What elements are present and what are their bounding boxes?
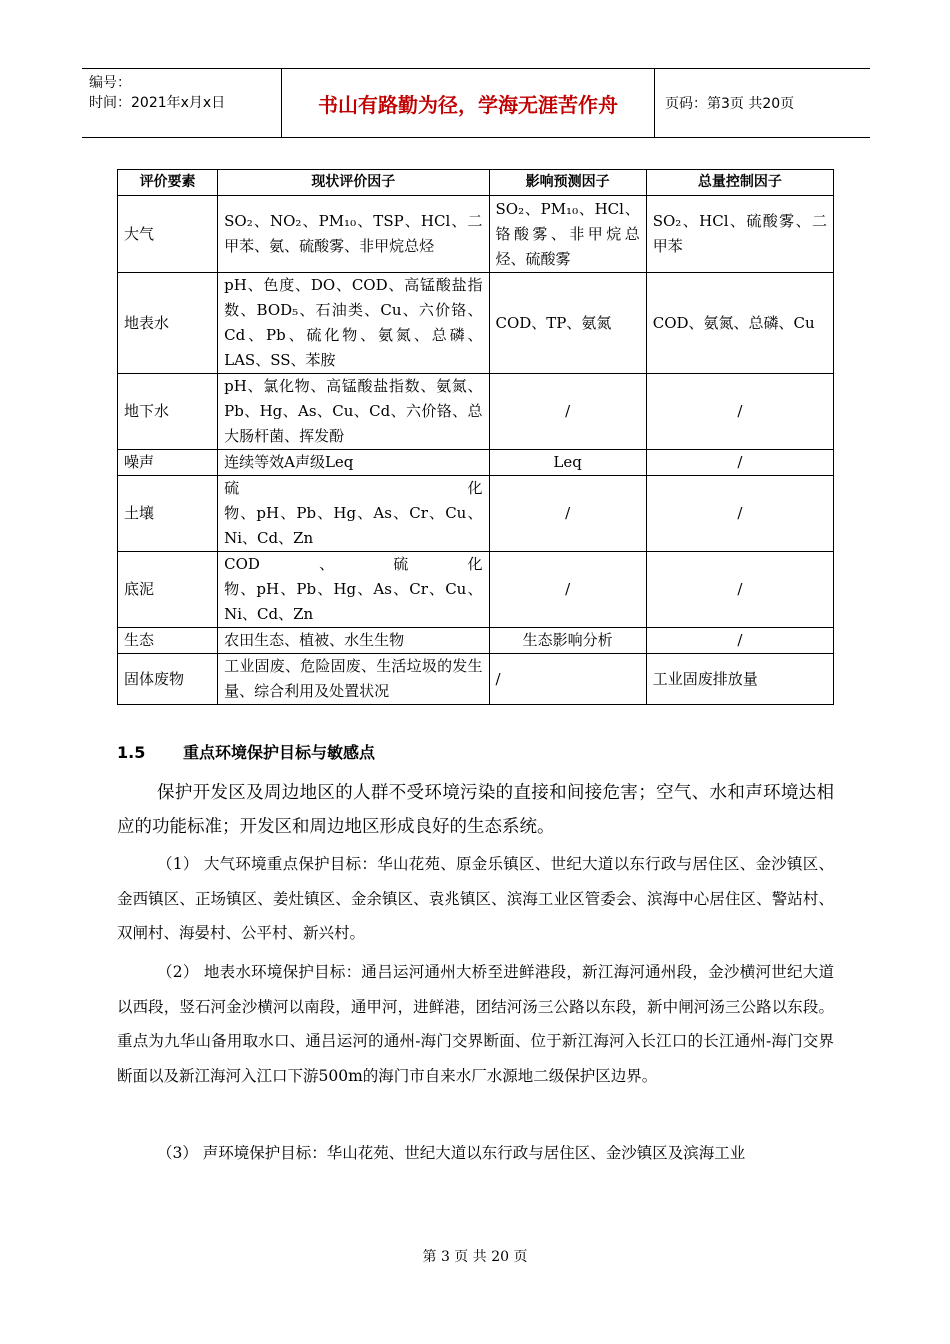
row-control: / bbox=[646, 552, 833, 628]
row-current bbox=[218, 476, 489, 552]
noise-protection-paragraph: （3） 声环境保护目标：华山花苑、世纪大道以东行政与居住区、金沙镇区及滨海工业 bbox=[157, 1144, 746, 1162]
row-forecast: / bbox=[489, 374, 646, 450]
header-current: 现状评价因子 bbox=[218, 170, 489, 196]
table-row bbox=[118, 196, 834, 273]
row-current-line1: 硫化 bbox=[224, 479, 483, 497]
row-current: pH、氯化物、高锰酸盐指数、氨氮、Pb、Hg、As、Cu、Cd、六价铬、总大肠杆菌、挥发酚 bbox=[218, 374, 489, 450]
row-control: / bbox=[646, 450, 833, 476]
row-control: / bbox=[646, 374, 833, 450]
page-header bbox=[82, 68, 870, 138]
row-forecast: SO₂、PM₁₀、HCl、铬酸雾、非甲烷总烃、硫酸雾 bbox=[489, 196, 646, 273]
row-control: / bbox=[646, 628, 833, 654]
row-element: 大气 bbox=[118, 196, 218, 273]
number-label: 编号： bbox=[89, 75, 131, 91]
row-current-rest: 物、pH、Pb、Hg、As、Cr、Cu、Ni、Cd、Zn bbox=[224, 580, 483, 623]
table-row bbox=[118, 552, 834, 628]
air-protection-paragraph: （1） 大气环境重点保护目标：华山花苑、原金乐镇区、世纪大道以东行政与居住区、金沙镇区、金西镇区、正场镇区、姜灶镇区、金余镇区、袁兆镇区、滨海工业区管委会、滨海中心居住区、警站村、双闸村、海晏村、公平村、新兴村。 bbox=[117, 855, 834, 942]
row-forecast: 生态影响分析 bbox=[489, 628, 646, 654]
row-forecast: COD、TP、氨氮 bbox=[489, 273, 646, 374]
row-forecast: / bbox=[489, 654, 646, 705]
header-control: 总量控制因子 bbox=[646, 170, 833, 196]
row-element: 噪声 bbox=[118, 450, 218, 476]
row-current bbox=[218, 552, 489, 628]
header-element: 评价要素 bbox=[118, 170, 218, 196]
row-control: / bbox=[646, 476, 833, 552]
table-header-row bbox=[118, 170, 834, 196]
row-current: 农田生态、植被、水生生物 bbox=[218, 628, 489, 654]
row-element: 土壤 bbox=[118, 476, 218, 552]
row-control: COD、氨氮、总磷、Cu bbox=[646, 273, 833, 374]
row-element: 底泥 bbox=[118, 552, 218, 628]
table-row bbox=[118, 450, 834, 476]
row-element: 固体废物 bbox=[118, 654, 218, 705]
intro-paragraph: 保护开发区及周边地区的人群不受环境污染的直接和间接危害；空气、水和声环境达相应的功能标准；开发区和周边地区形成良好的生态系统。 bbox=[117, 783, 834, 837]
evaluation-factors-table bbox=[117, 169, 834, 705]
row-element: 地下水 bbox=[118, 374, 218, 450]
header-forecast: 影响预测因子 bbox=[489, 170, 646, 196]
header-motto: 书山有路勤为径，学海无涯苦作舟 bbox=[282, 69, 655, 137]
table-row bbox=[118, 654, 834, 705]
surface-water-paragraph: （2） 地表水环境保护目标：通吕运河通州大桥至进鲜港段，新江海河通州段，金沙横河世纪大道以西段，竖石河金沙横河以南段，通甲河，进鲜港，团结河汤三公路以东段，新中闸河汤三公路以东段。重点为九华山备用取水口、通吕运河的通州-海门交界断面、位于新江海河入长江口的长江通州-海门交界断面以及新江海河入江口下游500m的海门市自来水厂水源地二级保护区边界。 bbox=[117, 963, 834, 1085]
page-footer: 第 3 页 共 20 页 bbox=[422, 1249, 528, 1265]
row-forecast: / bbox=[489, 552, 646, 628]
table-row bbox=[118, 628, 834, 654]
row-forecast: / bbox=[489, 476, 646, 552]
row-current-line1: COD、硫化 bbox=[224, 555, 483, 573]
header-meta bbox=[82, 69, 282, 137]
section-heading bbox=[117, 740, 375, 763]
row-control: SO₂、HCl、硫酸雾、二甲苯 bbox=[646, 196, 833, 273]
table-row bbox=[118, 273, 834, 374]
row-current: 连续等效A声级Leq bbox=[218, 450, 489, 476]
row-current: 工业固废、危险固废、生活垃圾的发生量、综合利用及处置状况 bbox=[218, 654, 489, 705]
row-control: 工业固废排放量 bbox=[646, 654, 833, 705]
row-current: SO₂、NO₂、PM₁₀、TSP、HCl、二甲苯、氨、硫酸雾、非甲烷总烃 bbox=[218, 196, 489, 273]
row-forecast: Leq bbox=[489, 450, 646, 476]
table-row bbox=[118, 476, 834, 552]
row-element: 地表水 bbox=[118, 273, 218, 374]
row-element: 生态 bbox=[118, 628, 218, 654]
section-number: 1.5 bbox=[117, 743, 146, 762]
header-page-info: 页码：第3页 共20页 bbox=[665, 96, 795, 112]
row-current-rest: 物、pH、Pb、Hg、As、Cr、Cu、Ni、Cd、Zn bbox=[224, 504, 483, 547]
section-title: 重点环境保护目标与敏感点 bbox=[183, 743, 376, 762]
date-line: 时间：2021年x月x日 bbox=[89, 95, 226, 111]
table-row bbox=[118, 374, 834, 450]
row-current: pH、色度、DO、COD、高锰酸盐指数、BOD₅、石油类、Cu、六价铬、Cd、Pb、硫化物、氨氮、总磷、LAS、SS、苯胺 bbox=[218, 273, 489, 374]
